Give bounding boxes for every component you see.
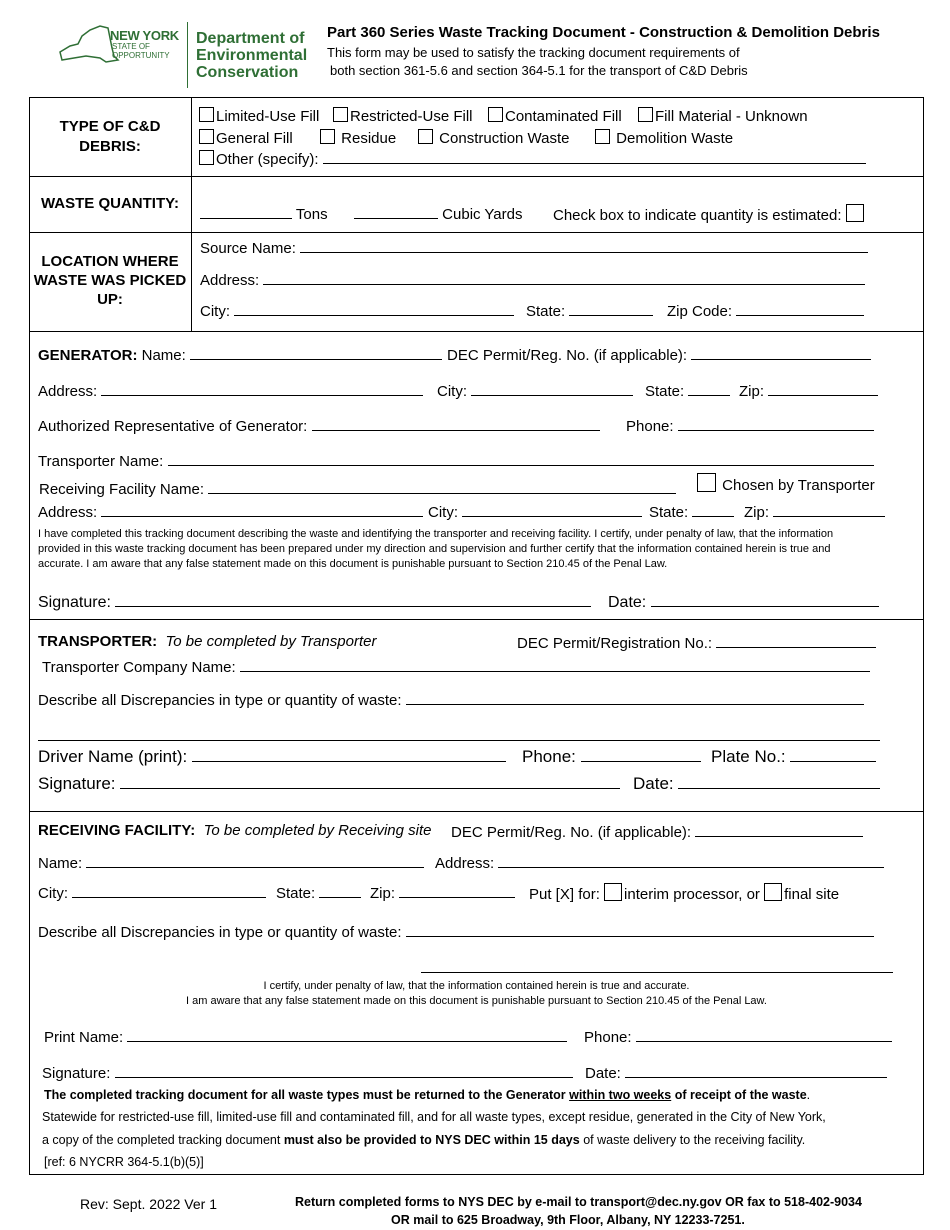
revision-label: Rev: Sept. 2022 Ver 1 <box>80 1196 217 1212</box>
receiving-city-field[interactable] <box>72 883 266 898</box>
chosen-label: Chosen by Transporter <box>722 477 875 494</box>
generator-date-label: Date: <box>608 594 647 611</box>
estimated-checkbox[interactable] <box>846 204 864 222</box>
receiving-discrepancies-field[interactable] <box>406 922 874 937</box>
generator-heading: GENERATOR: <box>38 347 138 364</box>
receiving-name-field[interactable] <box>208 479 676 494</box>
source-zip-label: Zip Code: <box>667 303 733 320</box>
generator-cert-line-3: accurate. I am aware that any false statement made on this document is punishable pursuant to Section 210.45 of the Penal Law. <box>38 558 668 570</box>
type-label-2: DEBRIS: <box>79 138 141 155</box>
generator-state2-label: State: <box>649 504 689 521</box>
estimated-group[interactable] <box>553 204 866 224</box>
receiving-name-field2[interactable] <box>86 853 424 868</box>
option-label: Limited-Use Fill <box>216 108 320 125</box>
source-name-label: Source Name: <box>200 240 296 257</box>
source-state-field[interactable] <box>569 301 653 316</box>
generator-city-field[interactable] <box>471 381 633 396</box>
receiving-permit-field[interactable] <box>695 822 863 837</box>
receiving-cert-line-1: I certify, under penalty of law, that the information contained herein is true and accurate. <box>263 980 690 992</box>
generator-city2-label: City: <box>428 504 458 521</box>
checkbox[interactable] <box>595 129 610 144</box>
generator-state-field[interactable] <box>688 381 730 396</box>
dept-line-1: Department of <box>196 30 305 47</box>
label-column-divider <box>191 97 192 331</box>
source-city-field[interactable] <box>234 301 514 316</box>
auth-rep-label: Authorized Representative of Generator: <box>38 418 308 435</box>
transporter-company-field[interactable] <box>240 657 870 672</box>
return-note-1: The completed tracking document for all waste types must be returned to the Generator within two weeks of receipt of the waste. <box>44 1088 811 1102</box>
transporter-company-label: Transporter Company Name: <box>42 659 236 676</box>
option-label: Construction Waste <box>439 130 570 147</box>
generator-name-label: Name: <box>141 347 186 364</box>
row-divider <box>29 619 924 620</box>
option-label: General Fill <box>216 130 293 147</box>
generator-signature-field[interactable] <box>115 592 591 607</box>
receiving-discrepancies-field-2[interactable] <box>421 972 893 973</box>
option-label: Fill Material - Unknown <box>655 108 808 125</box>
generator-date-field[interactable] <box>651 592 879 607</box>
final-label: final site <box>784 886 840 903</box>
logo-state-of: STATE OF <box>112 42 150 51</box>
receiving-heading: RECEIVING FACILITY: <box>38 822 196 839</box>
cubic-yards-field-group <box>354 204 523 223</box>
generator-permit-label: DEC Permit/Reg. No. (if applicable): <box>447 347 688 364</box>
source-name-field[interactable] <box>300 238 868 253</box>
source-address-field[interactable] <box>263 270 865 285</box>
row-divider <box>29 232 924 233</box>
plate-label: Plate No.: <box>711 747 786 766</box>
option-other[interactable] <box>199 149 866 168</box>
generator-state-label: State: <box>645 383 685 400</box>
transporter-date-label: Date: <box>633 774 674 793</box>
page-title: Part 360 Series Waste Tracking Document - Construction & Demolition Debris <box>327 24 880 41</box>
location-label-3: UP: <box>97 291 123 308</box>
generator-zip-field[interactable] <box>768 381 878 396</box>
checkbox[interactable] <box>638 107 653 122</box>
transporter-permit-label: DEC Permit/Registration No.: <box>517 635 713 652</box>
row-divider <box>29 331 924 332</box>
generator-address-label: Address: <box>38 383 98 400</box>
transporter-name-field[interactable] <box>168 451 874 466</box>
transporter-name-label: Transporter Name: <box>38 453 164 470</box>
option-contaminated-fill[interactable] <box>488 107 622 125</box>
option-label: Demolition Waste <box>616 130 734 147</box>
checkbox[interactable] <box>488 107 503 122</box>
tons-field-group <box>200 204 328 223</box>
source-city-label: City: <box>200 303 230 320</box>
tons-field[interactable] <box>200 204 292 219</box>
transporter-discrepancies-field[interactable] <box>406 690 864 705</box>
receiving-signature-label: Signature: <box>42 1065 111 1082</box>
logo-divider <box>187 22 188 88</box>
transporter-heading: TRANSPORTER: <box>38 633 158 650</box>
option-general-fill[interactable] <box>199 129 293 147</box>
transporter-signature-field[interactable] <box>120 774 620 789</box>
generator-zip2-label: Zip: <box>744 504 770 521</box>
checkbox[interactable] <box>199 150 214 165</box>
receiving-date-field[interactable] <box>625 1063 887 1078</box>
receiving-city-label: City: <box>38 885 68 902</box>
option-label: Restricted-Use Fill <box>350 108 473 125</box>
subtitle-line-1: This form may be used to satisfy the tracking document requirements of <box>327 45 740 60</box>
row-divider <box>29 811 924 812</box>
generator-zip-label: Zip: <box>739 383 765 400</box>
receiving-phone-field[interactable] <box>636 1027 892 1042</box>
location-label-1: LOCATION WHERE <box>41 253 179 270</box>
transporter-note: To be completed by Transporter <box>165 633 377 650</box>
option-construction-waste[interactable] <box>418 129 570 147</box>
source-zip-field[interactable] <box>736 301 864 316</box>
row-divider <box>29 176 924 177</box>
subtitle-line-2: both section 361-5.6 and section 364-5.1 for the transport of C&D Debris <box>330 63 748 78</box>
chosen-by-transporter[interactable] <box>697 473 875 494</box>
dept-line-3: Conservation <box>196 64 299 81</box>
dept-line-2: Environmental <box>196 47 308 64</box>
option-label: Other (specify): <box>216 151 319 168</box>
receiving-address-label: Address: <box>435 855 495 872</box>
generator-signature-label: Signature: <box>38 594 111 611</box>
print-name-field[interactable] <box>127 1027 567 1042</box>
transporter-permit-field[interactable] <box>716 633 876 648</box>
driver-phone-label: Phone: <box>522 747 576 766</box>
receiving-zip-label: Zip: <box>370 885 396 902</box>
generator-zip2-field[interactable] <box>773 502 885 517</box>
print-name-label: Print Name: <box>44 1029 124 1046</box>
generator-name-field[interactable] <box>190 345 442 360</box>
option-demolition-waste[interactable] <box>595 129 733 147</box>
receiving-name-label: Receiving Facility Name: <box>39 481 205 498</box>
auth-rep-field[interactable] <box>312 416 600 431</box>
checkbox[interactable] <box>418 129 433 144</box>
receiving-signature-field[interactable] <box>115 1063 573 1078</box>
transporter-discrepancies-label: Describe all Discrepancies in type or quantity of waste: <box>38 692 402 709</box>
checkbox[interactable] <box>320 129 335 144</box>
plate-field[interactable] <box>790 747 876 762</box>
option-restricted-use-fill[interactable] <box>333 107 473 125</box>
checkbox[interactable] <box>333 107 348 122</box>
logo-new-york: NEW YORK <box>110 28 179 43</box>
generator-cert-line-1: I have completed this tracking document describing the waste and identifying the transporter and receiving facility. I certify, under penalty of law, that the information <box>38 528 834 540</box>
final-checkbox[interactable] <box>764 883 782 901</box>
logo-opportunity: OPPORTUNITY <box>112 51 170 60</box>
option-label: Contaminated Fill <box>505 108 622 125</box>
return-instructions-2: OR mail to 625 Broadway, 9th Floor, Albany, NY 12233-7251. <box>391 1213 745 1227</box>
interim-label: interim processor, or <box>624 886 760 903</box>
cubic-yards-field[interactable] <box>354 204 438 219</box>
receiving-state-label: State: <box>276 885 316 902</box>
generator-phone-label: Phone: <box>626 418 674 435</box>
generator-state2-field[interactable] <box>692 502 734 517</box>
transporter-date-field[interactable] <box>678 774 880 789</box>
receiving-name-label2: Name: <box>38 855 83 872</box>
receiving-zip-field[interactable] <box>399 883 515 898</box>
interim-checkbox[interactable] <box>604 883 622 901</box>
regulation-reference: [ref: 6 NYCRR 364-5.1(b)(5)] <box>44 1155 204 1169</box>
checkbox[interactable] <box>199 107 214 122</box>
return-note-3: a copy of the completed tracking document must also be provided to NYS DEC within 15 days of waste delivery to the receiving facility. <box>42 1133 806 1147</box>
option-fill-material-unknown[interactable] <box>638 107 808 125</box>
cubic-yards-label: Cubic Yards <box>442 206 523 223</box>
receiving-state-field[interactable] <box>319 883 361 898</box>
generator-city-label: City: <box>437 383 467 400</box>
receiving-phone-label: Phone: <box>584 1029 632 1046</box>
type-label-1: TYPE OF C&D <box>59 118 161 135</box>
return-note-2: Statewide for restricted-use fill, limited-use fill and contaminated fill, and for all waste types, except residue, generated in the City of New York, <box>42 1110 826 1124</box>
receiving-address-field[interactable] <box>498 853 884 868</box>
generator-permit-field[interactable] <box>691 345 871 360</box>
return-instructions-1: Return completed forms to NYS DEC by e-mail to transport@dec.ny.gov OR fax to 518-402-9034 <box>295 1195 862 1209</box>
option-residue[interactable] <box>320 129 396 147</box>
put-x-label: Put [X] for: <box>529 886 600 903</box>
tons-label: Tons <box>295 206 328 223</box>
option-limited-use-fill[interactable] <box>199 107 319 125</box>
receiving-note: To be completed by Receiving site <box>203 822 432 839</box>
transporter-signature-label: Signature: <box>38 774 116 793</box>
checkbox[interactable] <box>199 129 214 144</box>
generator-address2-label: Address: <box>38 504 98 521</box>
receiving-cert-line-2: I am aware that any false statement made on this document is punishable pursuant to Section 210.45 of the Penal Law. <box>186 995 767 1007</box>
generator-address-field[interactable] <box>101 381 423 396</box>
location-label-2: WASTE WAS PICKED <box>33 272 187 289</box>
receiving-date-label: Date: <box>585 1065 621 1082</box>
transporter-discrepancies-field-2[interactable] <box>38 740 880 741</box>
estimated-label: Check box to indicate quantity is estimated: <box>553 207 842 224</box>
generator-phone-field[interactable] <box>678 416 874 431</box>
option-label: Residue <box>341 130 397 147</box>
receiving-permit-label: DEC Permit/Reg. No. (if applicable): <box>451 824 692 841</box>
generator-cert-line-2: provided in this waste tracking document has been prepared under my direction and supervision and further certify that the information contained herein is true and <box>38 543 831 555</box>
chosen-checkbox[interactable] <box>697 473 716 492</box>
source-state-label: State: <box>526 303 566 320</box>
source-address-label: Address: <box>200 272 260 289</box>
driver-phone-field[interactable] <box>581 747 701 762</box>
other-specify-field[interactable] <box>323 149 866 164</box>
quantity-label: WASTE QUANTITY: <box>40 195 180 212</box>
driver-name-label: Driver Name (print): <box>38 747 188 766</box>
receiving-discrepancies-label: Describe all Discrepancies in type or quantity of waste: <box>38 924 402 941</box>
generator-city2-field[interactable] <box>462 502 642 517</box>
generator-address2-field[interactable] <box>101 502 423 517</box>
driver-name-field[interactable] <box>192 747 506 762</box>
